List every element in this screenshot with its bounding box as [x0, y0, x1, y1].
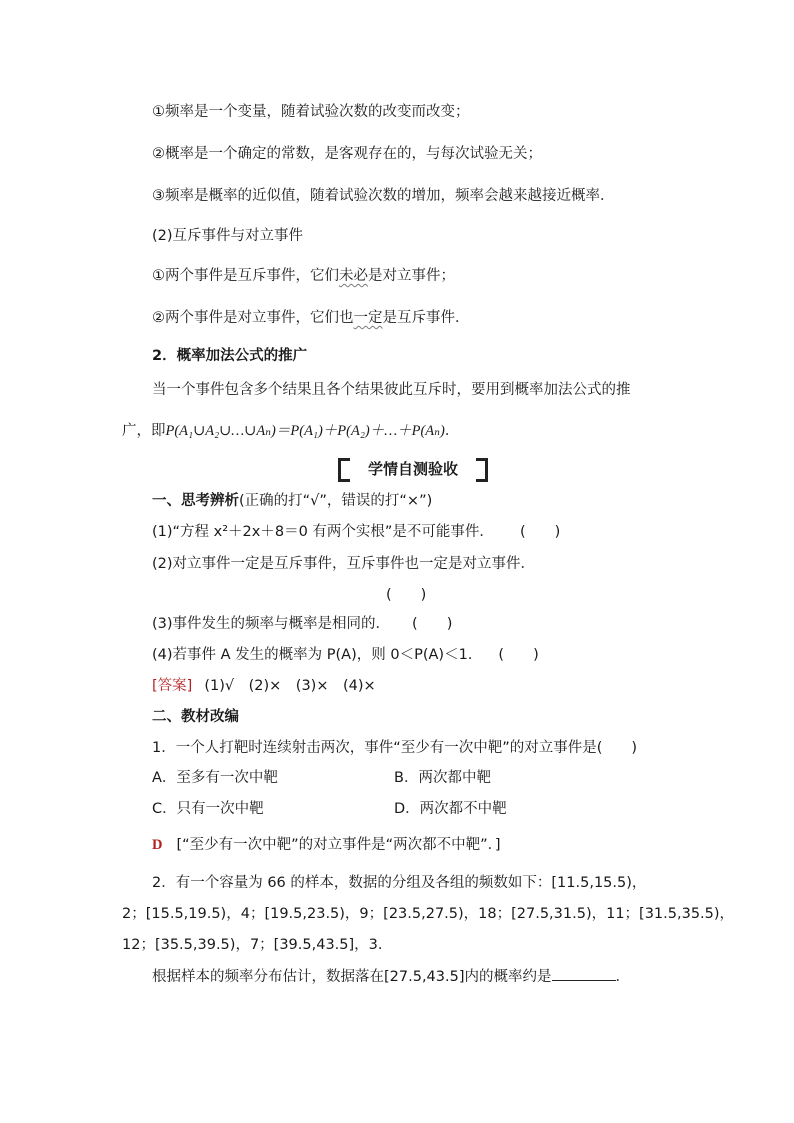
judge-question-1: (1)“方程 x²＋2x＋8＝0 有两个实根”是不可能事件． ( ) [152, 524, 561, 540]
problem-line: 2．有一个容量为 66 的样本，数据的分组及各组的频数如下：[11.5,15.5)， [152, 875, 647, 891]
choice-answer: D [“至少有一次中靶”的对立事件是“两次都不中靶”．] [152, 837, 501, 853]
choice-option-c: C．只有一次中靶 [152, 801, 264, 817]
mutual-exclusive-note-2: ②两个事件是对立事件，它们也一定是互斥事件． [152, 310, 470, 326]
paragraph-line-formula: 广，即P(A₁∪A₂∪…∪Aₙ)＝P(A₁)＋P(A₂)＋…＋P(Aₙ)． [122, 423, 460, 439]
choice-option-d: D．两次都不中靶 [394, 801, 507, 817]
problem-question: 根据样本的频率分布估计，数据落在[27.5,43.5]内的概率约是 ． [152, 966, 630, 987]
answer-blank[interactable] [552, 966, 616, 981]
answer-letter: D [152, 837, 163, 853]
frequency-note-1: ①频率是一个变量，随着试验次数的改变而改变； [152, 104, 470, 120]
choice-question-stem: 1．一个人打靶时连续射击两次，事件“至少有一次中靶”的对立事件是( ) [152, 740, 638, 756]
choice-option-b: B．两次都中靶 [394, 770, 491, 786]
part-title: 二、教材改编 [152, 709, 239, 725]
section-title: 2．概率加法公式的推广 [152, 348, 308, 364]
section-header: 学情自测验收 [338, 457, 488, 481]
mutual-exclusive-note-1: ①两个事件是互斥事件，它们未必是对立事件； [152, 268, 455, 284]
subsection-title: (2)互斥事件与对立事件 [152, 228, 304, 244]
addition-formula: P(A₁∪A₂∪…∪Aₙ)＝P(A₁)＋P(A₂)＋…＋P(Aₙ) [165, 423, 445, 439]
problem-line: 12；[35.5,39.5)，7；[39.5,43.5]，3. [122, 937, 383, 953]
answer-paren: ( ) [386, 587, 427, 603]
part-title: 一、思考辨析(正确的打“√”，错误的打“×”) [152, 493, 433, 509]
choice-option-a: A．至多有一次中靶 [152, 770, 278, 786]
judge-question-2: (2)对立事件一定是互斥事件，互斥事件也一定是对立事件． [152, 556, 536, 572]
judge-question-3: (3)事件发生的频率与概率是相同的． ( ) [152, 616, 453, 632]
emphasis-wavy: 一定 [353, 310, 383, 326]
emphasis-wavy: 未必 [339, 268, 368, 284]
paragraph-line: 当一个事件包含多个结果且各个结果彼此互斥时，要用到概率加法公式的推 [152, 382, 631, 398]
bracket-left-icon [338, 458, 350, 482]
answer-line: [答案] (1)√ (2)× (3)× (4)× [152, 678, 376, 694]
problem-line: 2；[15.5,19.5)，4；[19.5,23.5)，9；[23.5,27.5)，18；[27.5,31.5)，11；[31.5,35.5)， [122, 906, 735, 922]
frequency-note-3: ③频率是概率的近似值，随着试验次数的增加，频率会越来越接近概率． [152, 188, 615, 204]
judge-question-4: (4)若事件 A 发生的概率为 P(A)，则 0＜P(A)＜1. ( ) [152, 647, 539, 663]
probability-note-2: ②概率是一个确定的常数，是客观存在的，与每次试验无关； [152, 146, 542, 162]
bracket-right-icon [476, 458, 488, 482]
answer-label: [答案] [152, 678, 193, 694]
